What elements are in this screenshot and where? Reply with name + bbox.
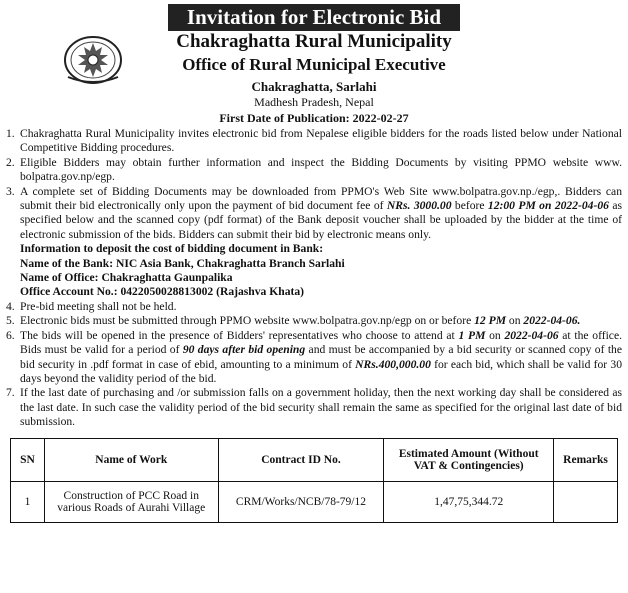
clause-7 bbox=[6, 386, 622, 429]
location: Chakraghatta, Sarlahi bbox=[251, 79, 377, 94]
clause-text: and must be accompanied by a bid security or scanned copy of the bid security in .pdf format in case of ebid, amounting to a minimum of bbox=[20, 343, 622, 371]
header-contract: Contract ID No. bbox=[218, 438, 384, 481]
clause-number: 5. bbox=[6, 314, 15, 328]
clause-number: 4. bbox=[6, 299, 15, 313]
cell-contract: CRM/Works/NCB/78-79/12 bbox=[218, 481, 384, 522]
document-fee: NRs. 3000.00 bbox=[386, 199, 452, 213]
bank-info-title: Information to deposit the cost of bidding document in Bank: bbox=[20, 242, 324, 256]
works-table bbox=[10, 438, 618, 523]
clause-4 bbox=[6, 300, 622, 314]
publication-date: First Date of Publication: 2022-02-27 bbox=[219, 111, 409, 125]
opening-date: 2022-04-06 bbox=[504, 328, 559, 342]
clause-2 bbox=[6, 156, 622, 185]
clause-text: Chakraghatta Rural Municipality invites electronic bid from Nepalese eligible bidders for the roads listed below under National Competitive Bidding procedures. bbox=[20, 127, 622, 155]
cell-remarks bbox=[554, 481, 618, 522]
header-work: Name of Work bbox=[44, 438, 218, 481]
clause-5 bbox=[6, 314, 622, 328]
clause-number: 1. bbox=[6, 127, 15, 140]
cell-amount: 1,47,75,344.72 bbox=[384, 481, 554, 522]
bank-office-name: Name of Office: Chakraghatta Gaunpalika bbox=[20, 271, 233, 285]
header-amount: Estimated Amount (Without VAT & Contingencies) bbox=[384, 438, 554, 481]
clause-number: 3. bbox=[6, 184, 15, 198]
clause-text: as specified below and the scanned copy (pdf format) of the Bank deposit voucher shall be uploaded by the bidder at the time of electronic submission of the bids. Bidders can submit their bid by electronic means only. bbox=[20, 199, 622, 241]
opening-time: 1 PM bbox=[458, 328, 486, 342]
clause-text: Pre-bid meeting shall not be held. bbox=[20, 299, 177, 313]
bank-name: Name of the Bank: NIC Asia Bank, Chakraghatta Branch Sarlahi bbox=[20, 256, 345, 270]
cell-work: Construction of PCC Road in various Roads of Aurahi Village bbox=[44, 481, 218, 522]
province: Madhesh Pradesh, Nepal bbox=[254, 95, 374, 109]
header-remarks: Remarks bbox=[554, 438, 618, 481]
table-row bbox=[11, 481, 618, 522]
clause-text: on bbox=[485, 328, 505, 342]
clause-text: The bids will be opened in the presence of Bidders' representatives who choose to attend at bbox=[20, 328, 459, 342]
notice-header bbox=[6, 31, 622, 127]
fee-deadline: 12:00 PM on 2022-04-06 bbox=[487, 199, 609, 213]
clause-6 bbox=[6, 329, 622, 387]
submission-time: 12 PM bbox=[474, 314, 507, 328]
clause-text: Electronic bids must be submitted through PPMO website www.bolpatra.gov.np/egp on or before bbox=[20, 314, 475, 328]
municipality-name: Chakraghatta Rural Municipality bbox=[176, 31, 452, 52]
notice-banner: Invitation for Electronic Bid bbox=[168, 4, 460, 31]
notice-clauses bbox=[6, 127, 622, 430]
bank-info bbox=[6, 242, 622, 300]
clause-number: 6. bbox=[6, 328, 15, 342]
bank-account-number: Office Account No.: 0422050028813002 (Rajashva Khata) bbox=[20, 285, 305, 299]
header-sn: SN bbox=[11, 438, 45, 481]
clause-text: at the office. Bids must be valid for a period of bbox=[20, 328, 622, 357]
clause-1 bbox=[6, 127, 622, 156]
submission-date: 2022-04-06. bbox=[523, 314, 581, 328]
clause-3 bbox=[6, 185, 622, 243]
cell-sn: 1 bbox=[11, 481, 45, 522]
bid-security-amount: NRs.400,000.00 bbox=[355, 357, 431, 371]
clause-number: 2. bbox=[6, 155, 15, 169]
clause-text: before bbox=[451, 199, 488, 213]
clause-text: Eligible Bidders may obtain further information and inspect the Bidding Documents by visiting PPMO website www. bolpatra.gov.np/egp. bbox=[20, 155, 622, 184]
clause-text: on bbox=[506, 314, 524, 328]
office-name: Office of Rural Municipal Executive bbox=[182, 55, 446, 74]
clause-text: for each bid, which shall be valid for 30 days beyond the validity period of the bid. bbox=[20, 357, 622, 385]
clause-text: If the last date of purchasing and /or submission falls on a government holiday, then the next working day shall be considered as the last date. In such case the validity period of the bid security shall remain the same as specified for the original last date of bid submission. bbox=[20, 386, 622, 429]
bid-validity: 90 days after bid opening bbox=[182, 343, 306, 357]
clause-text: A complete set of Bidding Documents may be downloaded from PPMO's Web Site www.bolpatra.gov.np./egp,. Bidders can submit their bid electronically only upon the payment of bid document fee of bbox=[20, 184, 622, 213]
table-header-row bbox=[11, 438, 618, 481]
clause-number: 7. bbox=[6, 386, 15, 400]
